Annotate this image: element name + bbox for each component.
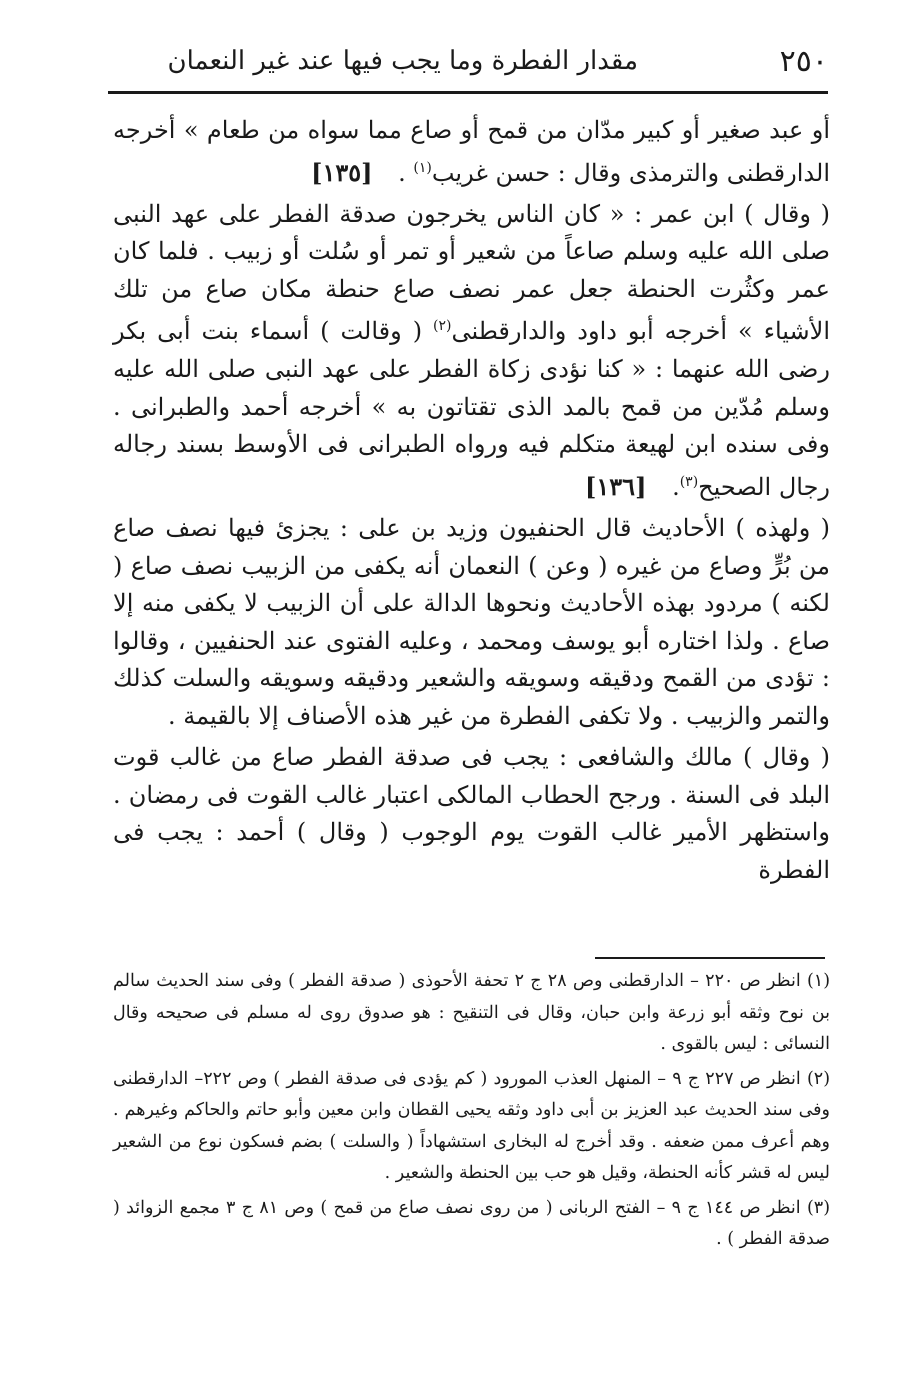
running-title: مقدار الفطرة وما يجب فيها عند غير النعمان — [167, 46, 638, 76]
footnotes — [113, 966, 830, 1259]
footnote-marker-3: (٣) — [679, 473, 699, 490]
header-rule — [108, 91, 828, 94]
footnote-2: (٢) انظر ص ٢٢٧ ج ٩ – المنهل العذب المورود ( كم يؤدى فى صدقة الفطر ) وص ٢٢٢– الدارقطنى وفى سند الحديث عبد العزيز بن أبى داود وثقه يحيى القطان وابن معين وأبو حاتم والحاكم وغيرهم . وهم أعرف ممن ضعفه . وقد أخرج له البخارى استشهاداً ( والسلت ) بضم فسكون نوع من الشعير ليس له قشر كأنه الحنطة، وقيل هو حب بين الحنطة والشعير . — [113, 1068, 831, 1183]
paragraph-4: ( وقال ) مالك والشافعى : يجب فى صدقة الفطر صاع من غالب قوت البلد فى السنة . ورجح الحطاب المالكى اعتبار غالب القوت فى رمضان . واستظهر الأمير غالب القوت يوم الوجوب ( وقال ) أحمد : يجب فى الفطرة — [113, 743, 830, 884]
paragraph-2-text-a: ( وقال ) ابن عمر : « كان الناس يخرجون صدقة الفطر على عهد النبى صلى الله عليه وسلم صاعاً من شعير أو تمر أو سُلت أو زبيب . فلما كان عمر وكثُرت الحنطة جعل عمر نصف صاع حنطة مكان صاع من تلك الأشياء » أخرجه أبو داود والدارقطنى — [113, 199, 830, 346]
hadith-number-136: [١٣٦] — [585, 471, 647, 501]
footnote-marker-2: (٢) — [433, 318, 452, 335]
paragraph-2-end: . — [672, 472, 680, 501]
footnote-separator — [595, 957, 825, 959]
footnote-1: (١) انظر ص ٢٢٠ – الدارقطنى وص ٢٨ ج ٢ تحفة الأحوذى ( صدقة الفطر ) وفى سند الحديث سالم بن نوح وثقه أبو زرعة وابن حبان، وقال فى التنقيح : هو صدوق روى له مسلم فى صحيحه وقال النسائى : ليس بالقوى . — [113, 971, 831, 1054]
paragraph-3: ( ولهذه ) الأحاديث قال الحنفيون وزيد بن على : يجزئ فيها نصف صاع من بُرٍّ وصاع من غيره ( وعن ) النعمان أنه يكفى من الزبيب نصف صاع ( لكنه ) مردود بهذه الأحاديث ونحوها الدالة على أن الزبيب لا يكفى منه إلا صاع . ولذا اختاره أبو يوسف ومحمد ، وعليه الفتوى عند الحنفيين ، وقالوا : تؤدى من القمح ودقيقه وسويقه والشعير ودقيقه وسويقه والسلت كذلك والتمر والزبيب . ولا تكفى الفطرة من غير هذه الأصناف إلا بالقيمة . — [113, 513, 830, 730]
page-header — [100, 40, 828, 90]
paragraph-1-text: أو عبد صغير أو كبير مدّان من قمح أو صاع مما سواه من طعام » أخرجه الدارقطنى والترمذى وقال : حسن غريب — [113, 116, 830, 187]
paragraph-1 — [113, 112, 830, 192]
paragraph-2-text-b: ( وقالت ) أسماء بنت أبى بكر رضى الله عنهما : « كنا نؤدى زكاة الفطر على عهد النبى صلى الله عليه وسلم مُدّين من قمح بالمد الذى تقتاتون به » أخرجه أحمد والطبرانى . وفى سنده ابن لهيعة متكلم فيه ورواه الطبرانى فى الأوسط بسند رجاله رجال الصحيح — [113, 317, 830, 501]
paragraph-2 — [113, 196, 830, 507]
main-text — [113, 112, 830, 893]
hadith-number-135: [١٣٥] — [311, 157, 373, 187]
footnote-3: (٣) انظر ص ١٤٤ ج ٩ – الفتح الربانى ( من روى نصف صاع من قمح ) وص ٨١ ج ٣ مجمع الزوائد ( صدقة الفطر ) . — [113, 1197, 831, 1249]
page-number: ٢٥٠ — [779, 44, 828, 79]
paragraph-1-end: . — [398, 158, 414, 187]
footnote-marker-1: (١) — [413, 159, 432, 176]
